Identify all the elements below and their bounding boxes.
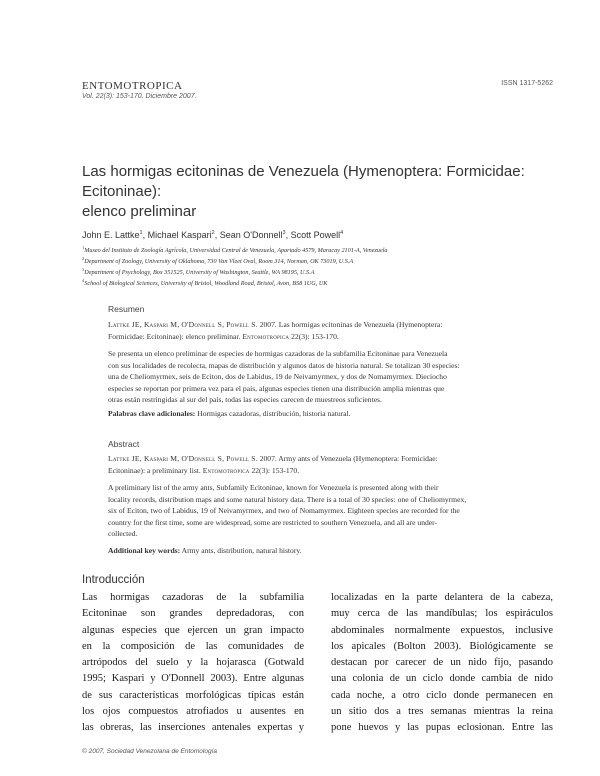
intro-line: pone huevos y las pupas eclosionan. Entre las [331,722,553,734]
citation-text: Formicidae: Ecitoninae): elenco preliminar. [108,331,243,341]
affiliation-sup: 2 [82,256,85,261]
resumen-body [108,348,558,406]
affiliation-text: Museo del Instituto de Zoología Agrícola, Universidad Central de Venezuela, Apartado 4579, Maracay 2101-A, Venezuela [84,247,388,255]
citation-journal: Entomotropica [202,465,250,475]
intro-line: abdominales normalmente expuestos, inclusive [331,624,553,636]
intro-line: Las hormigas cazadoras de la subfamilia [82,592,304,603]
author-name: John E. Lattke [82,230,140,240]
intro-line: una colonia de un ciclo donde cambia de nido [331,673,553,685]
citation-text: Ecitoninae): a preliminary list. [108,465,203,475]
keywords-text: Army ants, distribution, natural history. [180,546,302,555]
author-list: John E. Lattke$^1$, Michael Kaspari$^2$, Sean O'Donnell$^3$, Scott Powell$^4$ [82,230,344,240]
abstract-line: locality records, distribution maps and some natural history data. There is a total of 30 species: one of Cheliomyrmex, [108,494,467,504]
resumen-line: con sus localidades de recolecta, mapas de distribución y algunos datos de historia natural. Se totalizan 30 especies: [108,360,460,370]
affiliation [82,267,552,276]
author-sup: 1 [139,230,143,236]
resumen-line: una de Cheliomyrmex, seis de Eciton, dos de Labidus, 19 de Neivamyrmex, y dos de Nomamyrmex. Dieciocho [108,372,447,381]
citation-authors: Lattke JE, Kaspari M, O'Donnell S, Powell S. [108,454,258,463]
affiliation-sup: 1 [82,245,85,250]
resumen-heading: Resumen [108,304,145,314]
intro-line: los ojos compuestos atrofiados u ausentes en [82,706,304,718]
intro-line: en la composición de las comunidades de [82,640,304,652]
affiliation [82,278,552,287]
volume-info: Vol. 22(3): 153-170. Diciembre 2007. [82,93,197,100]
keywords-label: Palabras clave adicionales: [108,409,196,418]
intro-line: los apicales (Bolton 2003). Biológicamente se [331,640,553,652]
affiliation [82,245,552,254]
article-title [82,162,552,222]
intro-column-right [331,590,553,737]
intro-line: Ecitoninae son grandes depredadoras, con [82,608,304,620]
affiliation-text: Department of Psychology, Box 351525, University of Washington, Seattle, WA 98195, U.S.A [84,269,315,277]
affiliation-text: Department of Zoology, University of Oklahoma, 730 Van Vleet Oval, Room 314, Norman, OK 73019, U.S.A [84,258,354,266]
resumen-line: Se presenta un elenco preliminar de especies de hormigas cazadoras de la subfamilia Ecitoninae para Venezuela [108,349,448,358]
author-sup: 2 [211,230,215,236]
citation-text: 2007. Las hormigas ecitoninas de Venezuela (Hymenoptera: [257,320,443,329]
author-name: Sean O'Donnell [219,230,283,240]
citation-pages: 22(3): 153-170. [249,465,300,475]
resumen-line: especies se reportan por primera vez para el país, algunas especies tienen una distribución amplia mientras que [108,383,445,393]
affiliation [82,256,552,265]
author-sup: 3 [282,230,286,236]
title-line-2: elenco preliminar [82,203,197,220]
intro-line: cada noche, a otro ciclo donde permanecen en [331,689,553,701]
abstract-line: country for the first time, some are widespread, some are restricted to southern Venezuela, and all are under- [108,517,438,527]
author-name: Michael Kaspari [147,230,212,240]
abstract-line: collected. [108,529,138,538]
keywords-label: Additional key words: [108,546,181,555]
intro-line: algunas especies que ejercen un gran impacto [82,624,304,636]
issn: ISSN 1317-5262 [501,80,553,87]
intro-line: de sus características morfológicas típicas están [82,689,304,701]
affiliation-text: School of Biological Sciences, University of Bristol, Woodland Road, Bristol, Avon, BS8 1UG, UK [84,280,328,288]
citation-journal: Entomotropica [242,331,290,341]
intro-line: destacan por carecer de un nido fijo, pasando [331,657,553,669]
copyright-footer: © 2007, Sociedad Venezolana de Entomología [82,748,218,755]
keywords-text: Hormigas cazadoras, distribución, historia natural. [195,409,351,418]
citation-pages: 22(3): 153-170. [289,331,339,341]
abstract-keywords [108,545,558,557]
intro-column-left [82,590,304,737]
abstract-body [108,482,558,540]
citation-text: 2007. Army ants of Venezuela (Hymenoptera: Formicidae: [257,454,438,463]
title-line-1: Las hormigas ecitoninas de Venezuela (Hymenoptera: Formicidae: Ecitoninae): [82,163,525,200]
author-name: Scott Powell [290,230,341,240]
intro-line: un sitio dos a tres semanas mientras la reina [331,706,553,718]
resumen-line: otras están restringidas al sur del país, todas las especies carecen de muestreos suficientes. [108,395,382,404]
abstract-citation [108,453,558,476]
intro-line: localizadas en la parte delantera de la cabeza, [331,592,553,603]
resumen-keywords [108,408,558,420]
intro-line: 1995; Kaspari y O'Donnell 2003). Entre algunas [82,673,304,685]
intro-line: las obreras, las inserciones antenales expertas y [82,722,304,734]
citation-authors: Lattke JE, Kaspari M, O'Donnell S, Powell S. [108,320,258,329]
abstract-heading: Abstract [108,439,140,449]
intro-line: artrópodos del suelo y la hojarasca (Gotwald [82,657,304,669]
introduction-heading: Introducción [82,574,145,586]
affiliation-sup: 3 [82,267,85,272]
resumen-citation [108,319,558,342]
abstract-line: six of Eciton, two of Labidus, 19 of Neivamyrmex, and two of Nomamyrmex. Eighteen species are recorded for the [108,506,460,515]
abstract-line: A preliminary list of the army ants, Subfamily Ecitoninae, known for Venezuela is presented along with their [108,483,439,492]
author-sup: 4 [340,230,344,236]
affiliation-sup: 4 [82,278,85,283]
intro-line: muy cerca de las mandíbulas; los espiráculos [331,608,553,620]
journal-name: ENTOMOTROPICA [82,80,183,92]
